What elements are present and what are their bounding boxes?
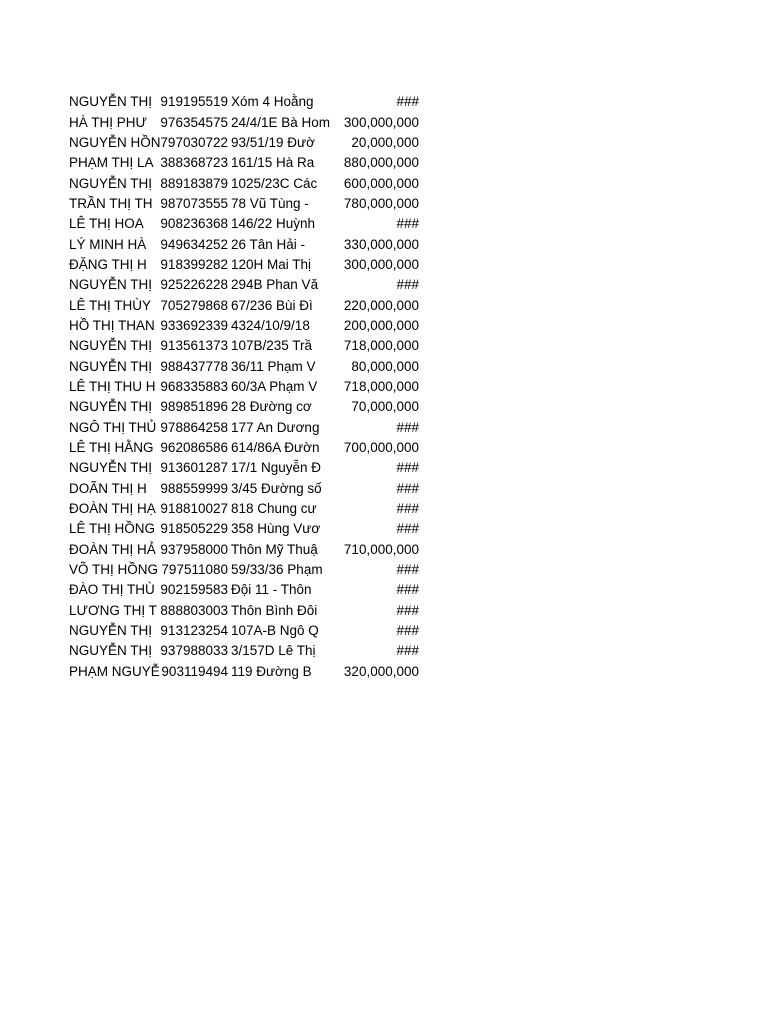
amount-cell[interactable]: ### [396,582,419,598]
phone-cell[interactable]: 988437778 [160,358,228,374]
name-cell[interactable]: NGUYỄN THỊ [69,643,153,659]
address-cell[interactable]: 294B Phan Vă [231,277,319,293]
address-cell[interactable]: 614/86A Đườn [231,440,320,456]
table-row [68,112,420,132]
name-cell[interactable]: LÊ THỊ THU H [69,378,156,394]
phone-cell[interactable]: 949634252 [160,236,228,252]
amount-cell[interactable]: ### [396,521,419,537]
table-row [68,133,420,153]
address-cell[interactable]: 3/45 Đường số [231,480,322,496]
phone-cell[interactable]: 902159583 [160,582,228,598]
table-row [68,397,420,417]
amount-cell[interactable]: 718,000,000 [343,378,419,394]
table-row [68,540,420,560]
name-cell[interactable]: HÀ THỊ PHƯ [69,114,148,130]
amount-cell[interactable]: 70,000,000 [351,399,419,415]
phone-cell[interactable]: 937988033 [160,643,228,659]
name-cell[interactable]: LÊ THỊ HẰNG [69,440,154,456]
table-row [68,418,420,438]
phone-cell[interactable]: 925226228 [160,277,228,293]
table-row [68,580,420,600]
table-row [68,153,420,173]
table-row [68,336,420,356]
address-cell[interactable]: 146/22 Huỳnh [231,216,316,232]
phone-cell[interactable]: 903119494 [161,663,228,679]
address-cell[interactable]: 78 Vũ Tùng - [231,195,309,211]
table-row [68,275,420,295]
amount-cell[interactable]: ### [396,94,419,110]
name-cell[interactable]: TRẦN THỊ TH [69,195,153,211]
name-cell[interactable]: NGUYỄN THỊ [69,399,153,415]
name-cell[interactable]: PHẠM THỊ LA [69,155,154,171]
name-cell[interactable]: VÕ THỊ HỒNG [69,562,159,578]
table-row [68,621,420,641]
address-cell[interactable]: Xóm 4 Hoằng [231,94,314,110]
table-row [68,662,420,682]
table-row [68,458,420,478]
name-cell[interactable]: LÊ THỊ HỒNG [69,521,156,537]
amount-cell[interactable]: ### [396,623,419,639]
table-row [68,255,420,275]
name-cell[interactable]: NGUYỄN THỊ [69,358,153,374]
address-cell[interactable]: 119 Đường B [231,663,312,679]
address-cell[interactable]: Thôn Bình Đôi [231,602,318,618]
phone-cell[interactable]: 908236368 [160,216,228,232]
table-row [68,438,420,458]
address-cell[interactable]: Thôn Mỹ Thuậ [231,541,318,557]
phone-cell[interactable]: 797511080 [161,562,228,578]
address-cell[interactable]: 17/1 Nguyễn Đ [231,460,322,476]
phone-cell[interactable]: 978864258 [160,419,228,435]
name-cell[interactable]: LÝ MINH HÀ [69,236,147,252]
phone-cell[interactable]: 918399282 [160,256,228,272]
name-cell[interactable]: NGUYỄN THỊ [69,277,153,293]
phone-cell[interactable]: 968335883 [160,378,228,394]
phone-cell[interactable]: 913561373 [160,338,228,354]
name-cell[interactable]: NGUYỄN THỊ [69,175,153,191]
address-cell[interactable]: 1025/23C Các [231,175,318,191]
table-row [68,234,420,254]
address-cell[interactable]: 161/15 Hà Ra [231,155,315,171]
name-cell[interactable]: LÊ THỊ THÙY [69,297,152,313]
amount-cell[interactable]: 600,000,000 [343,175,419,191]
phone-cell[interactable]: 705279868 [160,297,228,313]
name-cell[interactable]: LÊ THỊ HOA [69,216,144,232]
amount-cell[interactable]: 300,000,000 [343,256,419,272]
amount-cell[interactable]: ### [396,480,419,496]
name-cell[interactable]: ĐOÀN THỊ HẠ [69,501,156,517]
name-cell[interactable]: NGUYỄN HỒN [69,134,161,150]
name-cell[interactable]: LƯƠNG THỊ T [69,602,157,618]
amount-cell[interactable]: ### [396,419,419,435]
address-cell[interactable]: 93/51/19 Đườ [231,134,315,150]
address-cell[interactable]: 26 Tân Hải - [231,236,306,252]
table-row [68,295,420,315]
amount-cell[interactable]: ### [396,216,419,232]
phone-cell[interactable]: 889183879 [160,175,228,191]
address-cell[interactable]: Đội 11 - Thôn [231,582,312,598]
table-row [68,560,420,580]
phone-cell[interactable]: 962086586 [160,440,228,456]
phone-cell[interactable]: 913601287 [160,460,228,476]
amount-cell[interactable]: ### [396,562,419,578]
phone-cell[interactable]: 988559999 [160,480,228,496]
address-cell[interactable]: 107A-B Ngô Q [231,623,319,639]
amount-cell[interactable]: 718,000,000 [343,338,419,354]
amount-cell[interactable]: 300,000,000 [343,114,419,130]
table-row [68,641,420,661]
address-cell[interactable]: 28 Đường cơ [231,399,312,415]
amount-cell[interactable]: 700,000,000 [343,440,419,456]
table-row [68,92,420,112]
amount-cell[interactable]: ### [396,501,419,517]
phone-cell[interactable]: 919195519 [160,94,228,110]
address-cell[interactable]: 36/11 Phạm V [231,358,316,374]
table-row [68,173,420,193]
phone-cell[interactable]: 976354575 [160,114,228,130]
amount-cell[interactable]: 710,000,000 [343,541,419,557]
address-cell[interactable]: 59/33/36 Phạm [231,562,323,578]
address-cell[interactable]: 4324/10/9/18 [231,317,310,333]
address-cell[interactable]: 177 An Dương [231,419,320,435]
amount-cell[interactable]: 330,000,000 [343,236,419,252]
spreadsheet-table [68,92,420,682]
address-cell[interactable]: 120H Mai Thị [231,256,312,272]
phone-cell[interactable]: 918505229 [160,521,228,537]
phone-cell[interactable]: 987073555 [160,195,228,211]
name-cell[interactable]: NGUYỄN THỊ [69,94,153,110]
name-cell[interactable]: PHẠM NGUYỄ [69,663,160,679]
amount-cell[interactable]: ### [396,602,419,618]
phone-cell[interactable]: 937958000 [160,541,228,557]
phone-cell[interactable]: 888803003 [160,602,228,618]
phone-cell[interactable]: 933692339 [160,317,228,333]
phone-cell[interactable]: 388368723 [160,155,228,171]
table-row [68,377,420,397]
name-cell[interactable]: NGUYỄN THỊ [69,623,153,639]
table-row [68,356,420,376]
address-cell[interactable]: 3/157D Lê Thị [231,643,316,659]
address-cell[interactable]: 67/236 Bùi Đì [231,297,313,313]
address-cell[interactable]: 60/3A Phạm V [231,378,318,394]
amount-cell[interactable]: 780,000,000 [343,195,419,211]
name-cell[interactable]: HỒ THỊ THAN [69,317,155,333]
name-cell[interactable]: DOÃN THỊ H [69,480,147,496]
phone-cell[interactable]: 989851896 [160,399,228,415]
name-cell[interactable]: NGUYỄN THỊ [69,338,153,354]
amount-cell[interactable]: 80,000,000 [351,358,419,374]
amount-cell[interactable]: 880,000,000 [343,155,419,171]
table-row [68,601,420,621]
table-row [68,316,420,336]
amount-cell[interactable]: 220,000,000 [343,297,419,313]
phone-cell[interactable]: 913123254 [160,623,228,639]
phone-cell[interactable]: 797030722 [160,134,228,150]
name-cell[interactable]: NGÔ THỊ THỦ [69,419,157,435]
amount-cell[interactable]: ### [396,643,419,659]
table-row [68,194,420,214]
address-cell[interactable]: 818 Chung cư [231,501,317,517]
name-cell[interactable]: NGUYỄN THỊ [69,460,153,476]
amount-cell[interactable]: 320,000,000 [343,663,419,679]
address-cell[interactable]: 358 Hùng Vươ [231,521,321,537]
address-cell[interactable]: 107B/235 Trầ [231,338,313,354]
name-cell[interactable]: ĐOÀN THỊ HẢ [69,541,156,557]
table-row [68,519,420,539]
name-cell[interactable]: ĐẶNG THỊ H [69,256,147,272]
amount-cell[interactable]: ### [396,277,419,293]
name-cell[interactable]: ĐÀO THỊ THÙ [69,582,155,598]
amount-cell[interactable]: 200,000,000 [343,317,419,333]
address-cell[interactable]: 24/4/1E Bà Hom [231,114,331,130]
table-row [68,499,420,519]
amount-cell[interactable]: 20,000,000 [351,134,419,150]
table-row [68,214,420,234]
phone-cell[interactable]: 918810027 [160,501,228,517]
table-row [68,479,420,499]
amount-cell[interactable]: ### [396,460,419,476]
